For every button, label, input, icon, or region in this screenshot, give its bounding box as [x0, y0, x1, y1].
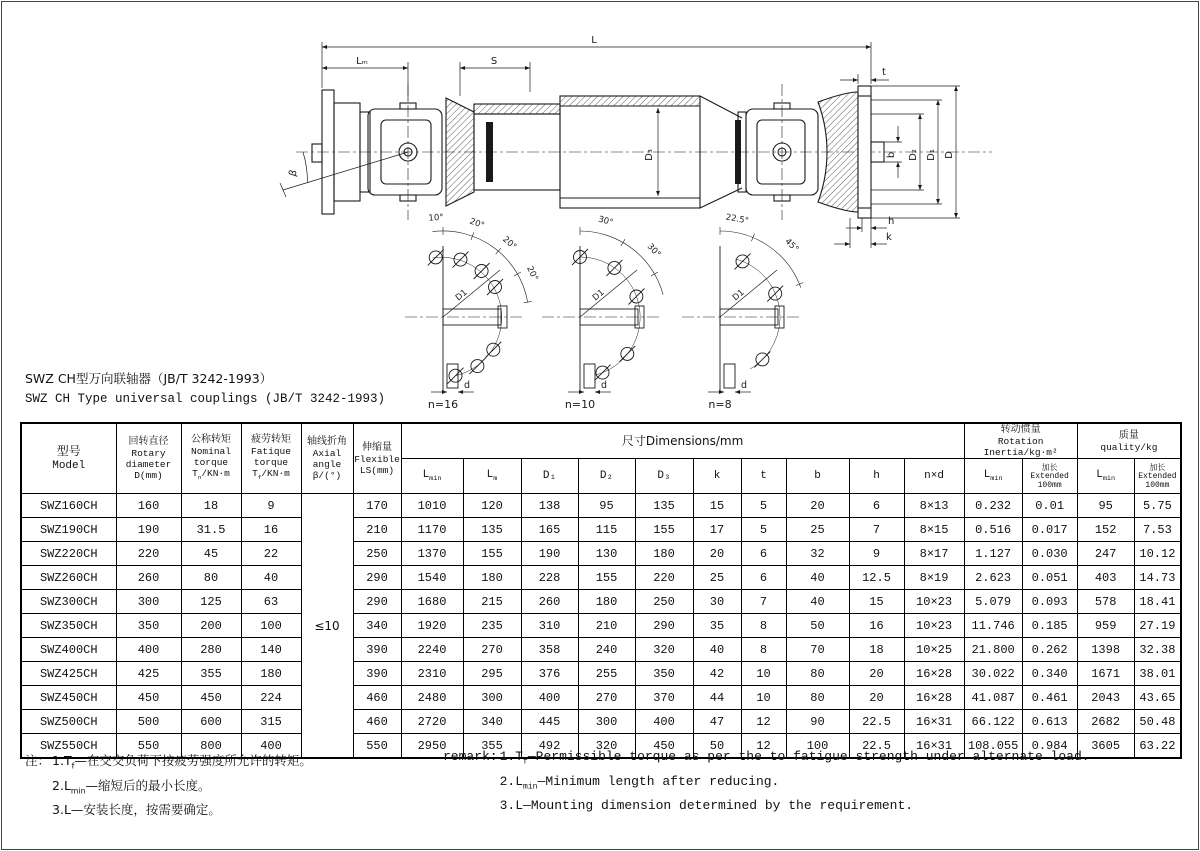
cell-D1: 190: [521, 542, 578, 566]
cell-Lm: 235: [463, 614, 521, 638]
dim-label-h: h: [888, 216, 895, 227]
n8-angle-1: 22.5°: [724, 212, 750, 227]
cell-h: 22.5: [849, 710, 904, 734]
col-header-inertia-extended: 加长 Extended 100mm: [1022, 459, 1077, 494]
cell-b: 40: [786, 590, 849, 614]
dim-label-D1: D₁: [926, 149, 937, 161]
cell-h: 15: [849, 590, 904, 614]
cell-inertia-extended: 0.093: [1022, 590, 1077, 614]
cell-fatigue-torque: 315: [241, 710, 301, 734]
cell-quality-extended: 7.53: [1134, 518, 1181, 542]
cell-quality-Lmin: 1398: [1077, 638, 1134, 662]
cell-Lmin: 2720: [401, 710, 463, 734]
cell-inertia-Lmin: 2.623: [964, 566, 1022, 590]
cell-D3: 450: [635, 734, 693, 759]
cell-Lmin: 2950: [401, 734, 463, 759]
dimensions-table: [20, 422, 1182, 759]
cell-inertia-Lmin: 30.022: [964, 662, 1022, 686]
col-header-axial-angle: 轴线折角 Axial angle β/(°): [301, 423, 353, 494]
cell-t: 8: [741, 638, 786, 662]
cell-model: SWZ300CH: [21, 590, 116, 614]
cell-fatigue-torque: 40: [241, 566, 301, 590]
table-row: [21, 686, 1181, 710]
dim-label-Lm: Lₘ: [356, 56, 368, 67]
cell-h: 22.5: [849, 734, 904, 759]
cell-Lmin: 2240: [401, 638, 463, 662]
n10-radius-label: D1: [590, 287, 607, 304]
cell-Lm: 270: [463, 638, 521, 662]
cell-inertia-Lmin: 1.127: [964, 542, 1022, 566]
cell-inertia-extended: 0.030: [1022, 542, 1077, 566]
title-english: SWZ CH Type universal couplings (JB/T 3242-1993): [25, 392, 386, 406]
cell-Lm: 295: [463, 662, 521, 686]
cell-D1: 376: [521, 662, 578, 686]
cell-nxd: 16×28: [904, 662, 964, 686]
title-chinese: SWZ CH型万向联轴器（JB/T 3242-1993）: [25, 371, 273, 386]
cell-inertia-Lmin: 0.516: [964, 518, 1022, 542]
col-header-flexible: 伸缩量 Flexible LS(mm): [353, 423, 401, 494]
cell-h: 20: [849, 686, 904, 710]
cell-flexible: 460: [353, 686, 401, 710]
cell-nxd: 10×25: [904, 638, 964, 662]
cell-nxd: 8×13: [904, 494, 964, 518]
col-header-nominal-torque: 公称转矩 Nominal torque $T_n/KN\cdot m$: [181, 423, 241, 494]
cell-D2: 95: [578, 494, 635, 518]
cell-D3: 320: [635, 638, 693, 662]
cell-t: 5: [741, 494, 786, 518]
cell-Lm: 120: [463, 494, 521, 518]
cell-nxd: 16×31: [904, 710, 964, 734]
cell-b: 70: [786, 638, 849, 662]
cell-inertia-Lmin: 0.232: [964, 494, 1022, 518]
cell-D1: 310: [521, 614, 578, 638]
cell-model: SWZ160CH: [21, 494, 116, 518]
cell-nominal-torque: 31.5: [181, 518, 241, 542]
cell-b: 50: [786, 614, 849, 638]
cell-k: 15: [693, 494, 741, 518]
table-row: [21, 614, 1181, 638]
cell-fatigue-torque: 400: [241, 734, 301, 759]
cell-D2: 270: [578, 686, 635, 710]
cell-h: 6: [849, 494, 904, 518]
cell-k: 20: [693, 542, 741, 566]
notes-en-items: [500, 747, 1090, 815]
cell-h: 20: [849, 662, 904, 686]
cell-nxd: 8×17: [904, 542, 964, 566]
axial-angle-value-cell: ≤10: [301, 494, 353, 759]
cell-D1: 492: [521, 734, 578, 759]
cell-b: 80: [786, 686, 849, 710]
cell-D2: 180: [578, 590, 635, 614]
cell-t: 8: [741, 614, 786, 638]
n16-caption: n=16: [427, 398, 459, 411]
cell-b: 90: [786, 710, 849, 734]
cell-model: SWZ450CH: [21, 686, 116, 710]
cell-Lm: 215: [463, 590, 521, 614]
dim-label-D: D: [944, 151, 955, 159]
cell-Lm: 300: [463, 686, 521, 710]
cell-nominal-torque: 280: [181, 638, 241, 662]
cell-D1: 445: [521, 710, 578, 734]
table-row: [21, 590, 1181, 614]
cell-D3: 370: [635, 686, 693, 710]
cell-fatigue-torque: 140: [241, 638, 301, 662]
cell-quality-extended: 43.65: [1134, 686, 1181, 710]
n16-angle-2: 20°: [468, 216, 486, 232]
flange-view-n16: [405, 213, 540, 411]
note-zh-1: $1.T_f—$在交交负荷下按疲劳强度所允许的转矩。: [52, 753, 312, 771]
n8-caption: n=8: [708, 398, 732, 411]
cell-D3: 290: [635, 614, 693, 638]
cell-fatigue-torque: 16: [241, 518, 301, 542]
n10-angle-1: 30°: [597, 214, 615, 229]
cell-quality-Lmin: 95: [1077, 494, 1134, 518]
cell-rotary-diameter: 400: [116, 638, 181, 662]
cell-D2: 115: [578, 518, 635, 542]
cell-nominal-torque: 125: [181, 590, 241, 614]
cell-fatigue-torque: 63: [241, 590, 301, 614]
flange-view-n10: [542, 215, 663, 411]
notes-zh-items: [52, 751, 312, 819]
cell-quality-Lmin: 959: [1077, 614, 1134, 638]
table-row: [21, 494, 1181, 518]
cell-model: SWZ400CH: [21, 638, 116, 662]
cell-quality-extended: 50.48: [1134, 710, 1181, 734]
cell-fatigue-torque: 9: [241, 494, 301, 518]
table-body: [21, 494, 1181, 759]
cell-Lmin: 2310: [401, 662, 463, 686]
cell-t: 12: [741, 710, 786, 734]
cell-inertia-extended: 0.017: [1022, 518, 1077, 542]
cell-quality-Lmin: 403: [1077, 566, 1134, 590]
cell-nxd: 16×31: [904, 734, 964, 759]
notes-chinese: [25, 751, 312, 819]
cell-nxd: 10×23: [904, 590, 964, 614]
dim-label-S: S: [490, 56, 498, 67]
n10-caption: n=10: [564, 398, 596, 411]
cell-quality-extended: 14.73: [1134, 566, 1181, 590]
n16-radius-label: D1: [453, 287, 470, 304]
col-group-dimensions: 尺寸Dimensions/mm: [401, 423, 964, 459]
col-group-quality: 质量 quality/kg: [1077, 423, 1181, 459]
cell-inertia-extended: 0.461: [1022, 686, 1077, 710]
note-zh-2: $2.L_{min}—$缩短后的最小长度。: [52, 777, 211, 795]
col-header-D2: D₂: [578, 459, 635, 494]
title-block: [25, 368, 385, 410]
cell-quality-Lmin: 247: [1077, 542, 1134, 566]
cell-t: 10: [741, 686, 786, 710]
cell-D2: 320: [578, 734, 635, 759]
table-header: [21, 423, 1181, 494]
col-header-Lmin: $L_{min}$: [401, 459, 463, 494]
n8-hole-dim: d: [741, 380, 748, 391]
cell-flexible: 550: [353, 734, 401, 759]
cell-rotary-diameter: 190: [116, 518, 181, 542]
n16-angle-3: 20°: [500, 234, 519, 253]
cell-D3: 135: [635, 494, 693, 518]
cell-D2: 300: [578, 710, 635, 734]
table-row: [21, 710, 1181, 734]
cell-Lmin: 1920: [401, 614, 463, 638]
cell-quality-extended: 38.01: [1134, 662, 1181, 686]
col-header-h: h: [849, 459, 904, 494]
cell-inertia-Lmin: 41.087: [964, 686, 1022, 710]
cell-inertia-extended: 0.185: [1022, 614, 1077, 638]
cell-b: 32: [786, 542, 849, 566]
cell-inertia-Lmin: 108.055: [964, 734, 1022, 759]
cell-D1: 400: [521, 686, 578, 710]
cell-model: SWZ425CH: [21, 662, 116, 686]
cell-flexible: 290: [353, 590, 401, 614]
cell-t: 6: [741, 566, 786, 590]
cell-rotary-diameter: 260: [116, 566, 181, 590]
cell-quality-extended: 5.75: [1134, 494, 1181, 518]
cell-D1: 260: [521, 590, 578, 614]
col-header-inertia-Lmin: $L_{min}$: [964, 459, 1022, 494]
table-row: [21, 518, 1181, 542]
cell-D3: 250: [635, 590, 693, 614]
col-header-nxd: n×d: [904, 459, 964, 494]
dim-label-beta: β: [287, 168, 300, 178]
cell-inertia-extended: 0.984: [1022, 734, 1077, 759]
cell-Lm: 155: [463, 542, 521, 566]
cell-h: 7: [849, 518, 904, 542]
cell-nominal-torque: 18: [181, 494, 241, 518]
cell-D2: 130: [578, 542, 635, 566]
cell-rotary-diameter: 160: [116, 494, 181, 518]
cell-D3: 180: [635, 542, 693, 566]
cell-Lmin: 1170: [401, 518, 463, 542]
cell-D1: 228: [521, 566, 578, 590]
flange-view-n8: [682, 213, 803, 411]
dim-label-t: t: [882, 67, 886, 78]
cell-Lmin: 2480: [401, 686, 463, 710]
cell-b: 20: [786, 494, 849, 518]
dim-label-k: k: [886, 232, 892, 243]
cell-quality-Lmin: 1671: [1077, 662, 1134, 686]
cell-nominal-torque: 800: [181, 734, 241, 759]
table-row: [21, 638, 1181, 662]
notes-english: [443, 747, 1090, 815]
cell-k: 35: [693, 614, 741, 638]
cell-b: 80: [786, 662, 849, 686]
cell-k: 50: [693, 734, 741, 759]
col-header-D1: D₁: [521, 459, 578, 494]
cell-model: SWZ350CH: [21, 614, 116, 638]
cell-k: 30: [693, 590, 741, 614]
n16-angle-1: 10°: [428, 212, 444, 224]
cell-inertia-extended: 0.340: [1022, 662, 1077, 686]
cell-rotary-diameter: 350: [116, 614, 181, 638]
cell-flexible: 390: [353, 662, 401, 686]
n8-angle-2: 45°: [782, 236, 801, 255]
cell-nxd: 16×28: [904, 686, 964, 710]
cell-quality-Lmin: 2682: [1077, 710, 1134, 734]
cell-rotary-diameter: 550: [116, 734, 181, 759]
notes-en-label: remark:: [443, 749, 498, 764]
n16-hole-dim: d: [464, 380, 471, 391]
cell-Lm: 135: [463, 518, 521, 542]
cell-Lmin: 1540: [401, 566, 463, 590]
cell-D2: 210: [578, 614, 635, 638]
col-header-t: t: [741, 459, 786, 494]
cell-nominal-torque: 80: [181, 566, 241, 590]
cell-flexible: 460: [353, 710, 401, 734]
cell-D1: 165: [521, 518, 578, 542]
note-en-1: $1.T_f—Permissible$ torque as per the to fatigue strength under alternate load.: [499, 749, 1090, 767]
cell-D3: 350: [635, 662, 693, 686]
dim-label-L: L: [591, 35, 597, 46]
cell-t: 6: [741, 542, 786, 566]
cell-inertia-extended: 0.01: [1022, 494, 1077, 518]
cell-D2: 155: [578, 566, 635, 590]
technical-drawing: [0, 0, 1200, 418]
cell-Lm: 340: [463, 710, 521, 734]
cell-quality-Lmin: 2043: [1077, 686, 1134, 710]
cell-rotary-diameter: 300: [116, 590, 181, 614]
cell-inertia-Lmin: 66.122: [964, 710, 1022, 734]
cell-Lm: 180: [463, 566, 521, 590]
note-en-3: 3.L—Mounting dimension determined by the requirement.: [499, 798, 914, 814]
cell-k: 25: [693, 566, 741, 590]
cell-inertia-extended: 0.262: [1022, 638, 1077, 662]
cell-Lm: 355: [463, 734, 521, 759]
cell-k: 44: [693, 686, 741, 710]
cell-inertia-extended: 0.613: [1022, 710, 1077, 734]
cell-h: 16: [849, 614, 904, 638]
cell-b: 25: [786, 518, 849, 542]
cell-b: 100: [786, 734, 849, 759]
cell-rotary-diameter: 425: [116, 662, 181, 686]
cell-quality-Lmin: 152: [1077, 518, 1134, 542]
n10-hole-dim: d: [601, 380, 608, 391]
cell-model: SWZ260CH: [21, 566, 116, 590]
cell-rotary-diameter: 500: [116, 710, 181, 734]
cell-fatigue-torque: 100: [241, 614, 301, 638]
cell-k: 17: [693, 518, 741, 542]
cell-D3: 220: [635, 566, 693, 590]
cell-Lmin: 1370: [401, 542, 463, 566]
cell-flexible: 390: [353, 638, 401, 662]
cell-D1: 138: [521, 494, 578, 518]
dim-label-D2: D₂: [908, 149, 919, 161]
cell-flexible: 250: [353, 542, 401, 566]
cell-t: 7: [741, 590, 786, 614]
cell-flexible: 170: [353, 494, 401, 518]
notes-zh-label: 注：: [25, 753, 51, 768]
cell-nominal-torque: 600: [181, 710, 241, 734]
col-header-rotary-diameter: 回转直径 Rotary diameter D(mm): [116, 423, 181, 494]
note-zh-3: 3.L—安装长度，按需要确定。: [52, 802, 221, 817]
cell-quality-extended: 32.38: [1134, 638, 1181, 662]
cell-Lmin: 1010: [401, 494, 463, 518]
col-header-quality-Lmin: $L_{min}$: [1077, 459, 1134, 494]
cell-model: SWZ190CH: [21, 518, 116, 542]
cell-flexible: 210: [353, 518, 401, 542]
col-header-k: k: [693, 459, 741, 494]
cell-Lmin: 1680: [401, 590, 463, 614]
cell-quality-Lmin: 578: [1077, 590, 1134, 614]
cell-model: SWZ500CH: [21, 710, 116, 734]
table-row: [21, 662, 1181, 686]
n8-radius-label: D1: [730, 287, 747, 304]
cell-flexible: 290: [353, 566, 401, 590]
cell-D3: 400: [635, 710, 693, 734]
cell-fatigue-torque: 22: [241, 542, 301, 566]
cell-nominal-torque: 355: [181, 662, 241, 686]
cell-nxd: 8×15: [904, 518, 964, 542]
cell-nxd: 8×19: [904, 566, 964, 590]
n16-angle-4: 20°: [524, 264, 540, 283]
cell-quality-extended: 18.41: [1134, 590, 1181, 614]
cell-t: 5: [741, 518, 786, 542]
cell-model: SWZ550CH: [21, 734, 116, 759]
col-header-b: b: [786, 459, 849, 494]
cell-model: SWZ220CH: [21, 542, 116, 566]
table-row: [21, 542, 1181, 566]
col-header-quality-extended: 加长 Extended 100mm: [1134, 459, 1181, 494]
cell-nominal-torque: 200: [181, 614, 241, 638]
cell-inertia-Lmin: 5.079: [964, 590, 1022, 614]
col-header-fatigue-torque: 疲劳转矩 Fatique torque $T_f/KN\cdot m$: [241, 423, 301, 494]
cell-inertia-Lmin: 21.800: [964, 638, 1022, 662]
cell-quality-Lmin: 3605: [1077, 734, 1134, 759]
col-header-Lm: $L_m$: [463, 459, 521, 494]
table-row: [21, 566, 1181, 590]
cell-k: 42: [693, 662, 741, 686]
cell-h: 12.5: [849, 566, 904, 590]
cell-h: 18: [849, 638, 904, 662]
cell-rotary-diameter: 220: [116, 542, 181, 566]
cell-quality-extended: 27.19: [1134, 614, 1181, 638]
n10-angle-2: 30°: [644, 241, 663, 260]
cell-D2: 240: [578, 638, 635, 662]
cell-D2: 255: [578, 662, 635, 686]
cell-quality-extended: 63.22: [1134, 734, 1181, 759]
cell-quality-extended: 10.12: [1134, 542, 1181, 566]
note-en-2: $2.L_{min}—Minimum$ length after reducing.: [499, 773, 780, 792]
cell-nominal-torque: 450: [181, 686, 241, 710]
cell-k: 40: [693, 638, 741, 662]
cell-fatigue-torque: 224: [241, 686, 301, 710]
col-header-D3: D₃: [635, 459, 693, 494]
cell-inertia-extended: 0.051: [1022, 566, 1077, 590]
cell-t: 12: [741, 734, 786, 759]
cell-inertia-Lmin: 11.746: [964, 614, 1022, 638]
cell-h: 9: [849, 542, 904, 566]
cell-b: 40: [786, 566, 849, 590]
cell-flexible: 340: [353, 614, 401, 638]
cell-fatigue-torque: 180: [241, 662, 301, 686]
cell-D1: 358: [521, 638, 578, 662]
col-group-rotation-inertia: 转动惯量 Rotation Inertia/kg·m²: [964, 423, 1077, 459]
col-header-model: 型号 Model: [21, 423, 116, 494]
cell-rotary-diameter: 450: [116, 686, 181, 710]
cell-k: 47: [693, 710, 741, 734]
cell-nominal-torque: 45: [181, 542, 241, 566]
cell-D3: 155: [635, 518, 693, 542]
dim-label-b: b: [886, 151, 897, 159]
dim-label-D3: D₃: [644, 149, 655, 161]
cell-t: 10: [741, 662, 786, 686]
cell-nxd: 10×23: [904, 614, 964, 638]
